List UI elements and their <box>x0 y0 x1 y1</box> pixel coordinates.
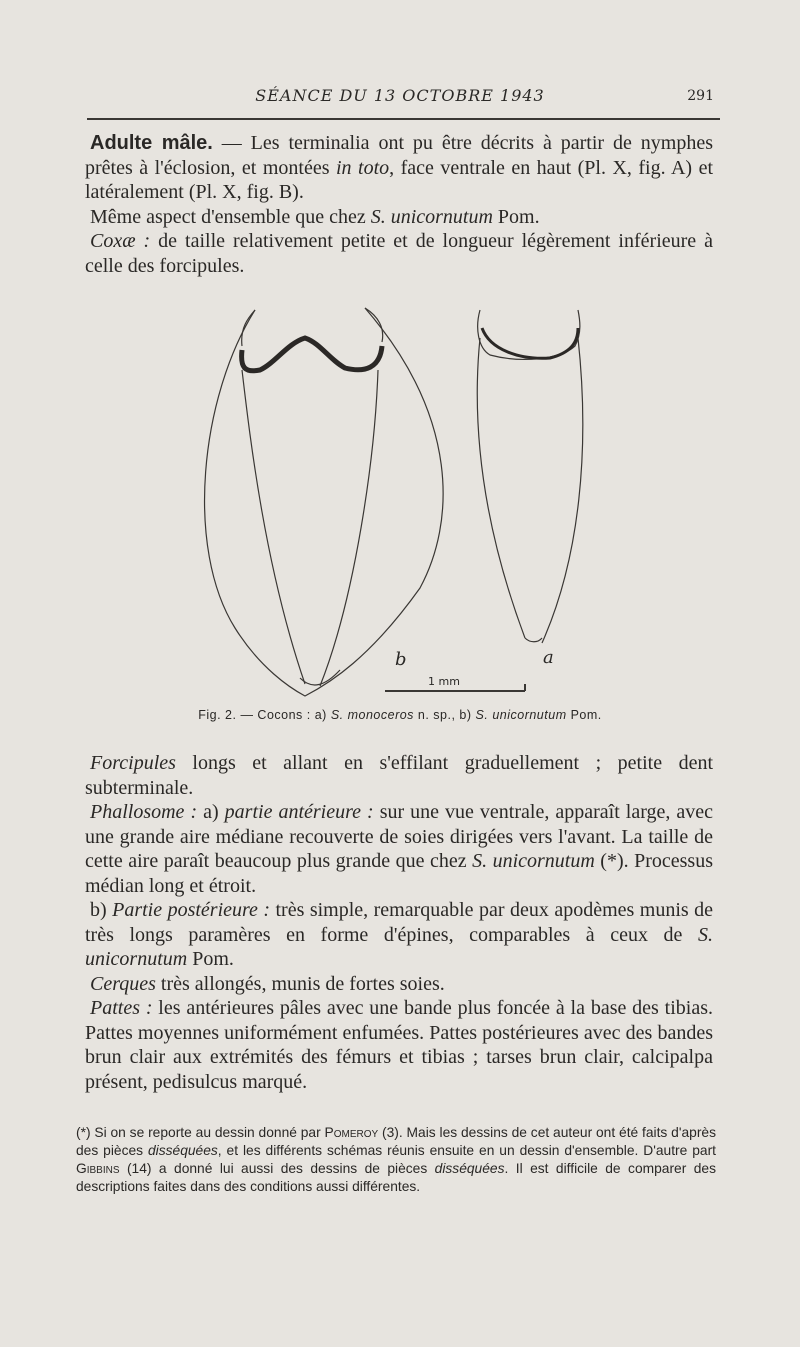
text: de taille relativement petite et de longueur légèrement inférieure à celle des forcipules. <box>85 230 714 277</box>
text: . Il est difficile de comparer des descriptions faites dans des conditions aussi différentes. <box>76 1161 716 1194</box>
text: très simple, remarquable par deux apodèmes munis de très longs paramères en forme d'épines, comparables à ceux de <box>85 899 713 946</box>
paragraph-general-aspect <box>85 205 713 230</box>
text: très allongés, munis de fortes soies. <box>155 972 445 995</box>
figure-cocoons <box>180 298 620 708</box>
section-label-phallosome: Phallosome : <box>90 801 198 823</box>
author-name: Gibbins <box>76 1161 120 1176</box>
heading-adult-male: Adulte mâle. <box>90 132 213 154</box>
italic-text: in toto <box>335 156 390 179</box>
cocoon-a-left-side <box>477 338 525 638</box>
text: Pom. <box>492 205 540 228</box>
section-label-coxae: Coxæ : <box>90 230 151 252</box>
paragraph-forcipules <box>85 751 713 800</box>
text: Pom. <box>187 948 234 970</box>
description-text-block <box>85 751 713 1094</box>
cocoon-b-outer <box>205 308 444 696</box>
paragraph-cerques <box>85 972 713 997</box>
cocoon-a-rim <box>482 328 578 358</box>
italic-text: disséquées <box>147 1143 218 1158</box>
figure-caption <box>0 708 800 722</box>
cocoon-b-inner-left <box>242 370 305 684</box>
paragraph-pattes <box>85 996 713 1094</box>
species-name: S. unicornutum <box>475 708 567 722</box>
species-name: S. unicornutum <box>85 923 713 970</box>
text: (3). Mais les dessins de cet auteur ont été faits d'après des pièces <box>76 1125 716 1158</box>
intro-text-block <box>85 131 713 278</box>
text: , face ventrale en haut (Pl. X, fig. A) et latéralement (Pl. X, fig. B). <box>85 156 714 203</box>
species-name: S. unicornutum <box>370 205 493 228</box>
section-label-cerques: Cerques <box>90 972 156 995</box>
page-number: 291 <box>687 88 714 104</box>
header-rule <box>87 118 720 120</box>
cocoon-b-inner-right <box>320 370 378 686</box>
paragraph-adult-male <box>85 131 713 205</box>
text: les antérieures pâles avec une bande plus foncée à la base des tibias. Pattes moyennes uniformément enfumées. Pattes postérieures avec des bandes brun clair aux extrémités des fémurs et tibias ; tarses brun clair, calcipalpa présent, pedisulcus marqué. <box>85 997 714 1093</box>
section-label-pattes: Pattes : <box>90 997 153 1019</box>
cocoon-b-rim <box>242 338 382 371</box>
paragraph-coxae <box>85 229 713 278</box>
species-name: S. unicornutum <box>472 850 595 872</box>
paragraph-posterior-part <box>85 898 713 972</box>
label-a: a <box>543 647 554 668</box>
text: (*). Processus médian long et étroit. <box>85 850 713 897</box>
text: n. sp., b) <box>413 708 476 722</box>
footnote <box>76 1124 716 1196</box>
text: , et les différents schémas réunis ensuite en un dessin d'ensemble. D'autre part <box>217 1143 717 1158</box>
cocoon-b-bottom <box>300 670 340 685</box>
header-title: SÉANCE DU 13 OCTOBRE 1943 <box>255 86 545 105</box>
cocoon-a-tip <box>525 638 542 642</box>
cocoon-drawing <box>180 298 620 708</box>
text: (14) a donné lui aussi des dessins de pièces <box>119 1161 435 1176</box>
text: longs et allant en s'effilant graduellement ; petite dent subterminale. <box>85 752 713 799</box>
text: a) <box>197 801 225 823</box>
text: sur une vue ventrale, apparaît large, avec une grande aire médiane recouverte de soies dirigées vers l'avant. La taille de cette aire paraît beaucoup plus grande que chez <box>85 801 714 872</box>
text: Pom. <box>566 708 602 722</box>
text: Même aspect d'ensemble que chez <box>90 205 371 228</box>
running-header <box>0 86 800 110</box>
scale-label: 1 mm <box>428 675 460 688</box>
italic-text: disséquées <box>434 1161 505 1176</box>
section-label-forcipules: Forcipules <box>90 752 176 774</box>
sublabel: partie antérieure : <box>224 801 374 823</box>
text: b) <box>90 899 113 921</box>
author-name: Pomeroy <box>324 1125 379 1140</box>
label-b: b <box>395 649 407 670</box>
paragraph-phallosome <box>85 800 713 898</box>
text: (*) Si on se reporte au dessin donné par <box>76 1125 325 1140</box>
cocoon-a-right-side <box>542 338 583 643</box>
species-name: S. monoceros <box>330 708 414 722</box>
sublabel: Partie postérieure : <box>112 899 271 921</box>
text: Fig. 2. — Cocons : a) <box>198 708 331 722</box>
text: — Les terminalia ont pu être décrits à partir de nymphes prêtes à l'éclosion, et montées <box>85 132 713 179</box>
